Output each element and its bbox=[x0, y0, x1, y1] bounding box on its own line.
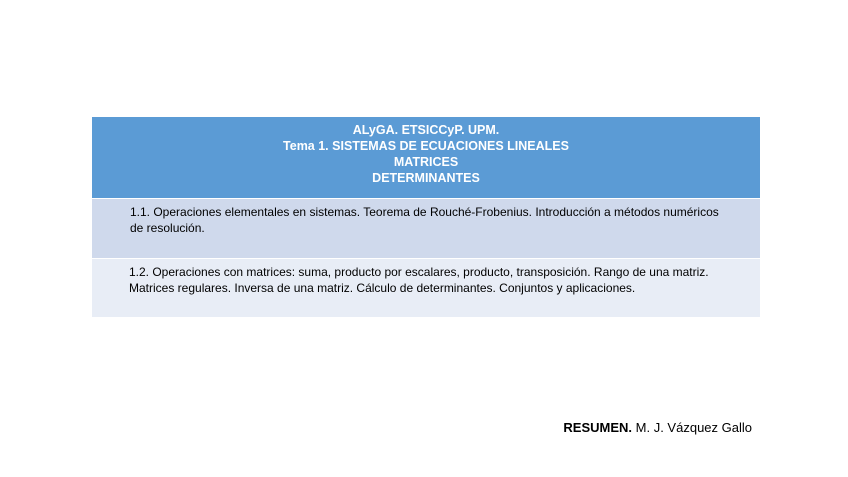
header-line-determinants: DETERMINANTES bbox=[372, 171, 480, 185]
header-line-topic: Tema 1. SISTEMAS DE ECUACIONES LINEALES bbox=[283, 139, 569, 153]
row-text: 1.2. Operaciones con matrices: suma, producto por escalares, producto, transposición. Rango de una matriz. Matrices regulares. Inversa de una matriz. Cálculo de determinantes. Conjuntos y aplicaciones. bbox=[129, 265, 709, 295]
header-line-matrices: MATRICES bbox=[393, 155, 459, 169]
footer-label: RESUMEN. bbox=[563, 420, 633, 435]
table-row bbox=[92, 258, 760, 317]
footer-credit bbox=[563, 420, 752, 435]
footer-author: M. J. Vázquez Gallo bbox=[632, 420, 752, 435]
table-row bbox=[92, 198, 760, 258]
header-line-course: ALyGA. ETSICCyP. UPM. bbox=[352, 123, 500, 137]
row-text: 1.1. Operaciones elementales en sistemas. Teorema de Rouché-Frobenius. Introducción a métodos numéricos de resolución. bbox=[130, 205, 719, 235]
table-header bbox=[92, 117, 760, 198]
content-table bbox=[92, 117, 760, 317]
